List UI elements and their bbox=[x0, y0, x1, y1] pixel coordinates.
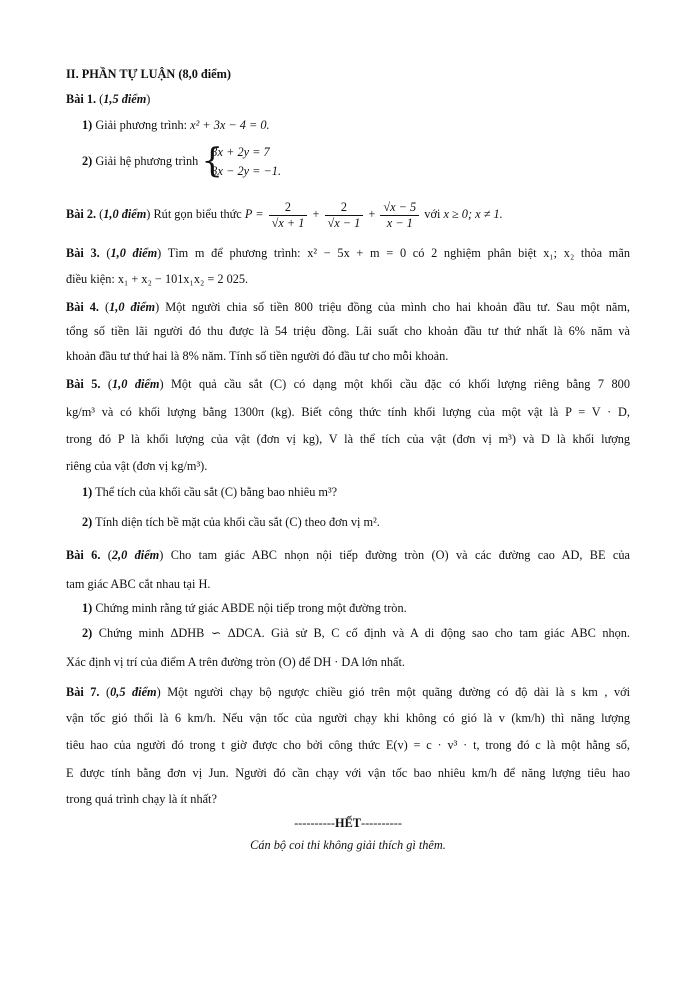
bai5-q1: 1) Thể tích của khối cầu sắt (C) bằng bao nhiêu m³? bbox=[82, 485, 338, 499]
bai4-line2: tổng số tiền lãi người đó thu được là 54 triệu đồng. Lãi suất cho khoản đầu tư thứ nhất là 6% năm và bbox=[66, 324, 630, 338]
bai7-line4: E được tính bằng đơn vị Jun. Người đó cần chạy với vận tốc bao nhiêu km/h để năng lượng tiêu hao bbox=[66, 766, 630, 780]
bai6-line1: Bài 6. (2,0 điểm) Cho tam giác ABC nhọn nội tiếp đường tròn (O) và các đường cao AD, BE của bbox=[66, 548, 630, 562]
bai7-line3: tiêu hao của người đó trong t giờ được cho bởi công thức E(v) = c · v³ · t, trong đó c là một hằng số, bbox=[66, 738, 630, 752]
section-title: II. PHẦN TỰ LUẬN (8,0 điểm) bbox=[66, 67, 231, 81]
bai2: Bài 2. (1,0 điểm) Rút gọn biểu thức P = $\frac{2}{√x + 1}$ + $\frac{2}{√x - 1}$ + $\frac{√x - 5}{x - 1}$ với x ≥ 0; x ≠ 1. bbox=[66, 199, 503, 230]
end-marker: ----------HẾT---------- bbox=[294, 816, 402, 830]
bai7-line2: vận tốc gió thổi là 6 km/h. Nếu vận tốc của người chạy khi không có gió là v (km/h) thì năng lượng bbox=[66, 711, 630, 725]
bai1-q1: 1) Giải phương trình: x² + 3x − 4 = 0. bbox=[82, 118, 270, 132]
bai4-line1: Bài 4. (1,0 điểm) Một người chia số tiền 800 triệu đồng của mình cho hai khoản đầu tư. Sau một năm, bbox=[66, 300, 630, 314]
bai7-line5: trong quá trình chạy là ít nhất? bbox=[66, 792, 217, 806]
bai5-line3: trong đó P là khối lượng của vật (đơn vị kg), V là thể tích của vật (đơn vị m³) và D là khối lượng bbox=[66, 432, 630, 446]
bai5-q2: 2) Tính diện tích bề mặt của khối cầu sắt (C) theo đơn vị m². bbox=[82, 515, 380, 529]
bai1-q2: 2) Giải hệ phương trình { 3x + 2y = 7 3x − 2y = −1. bbox=[82, 141, 282, 181]
footer-note: Cán bộ coi thi không giải thích gì thêm. bbox=[250, 838, 446, 852]
bai6-line2: tam giác ABC cắt nhau tại H. bbox=[66, 577, 211, 591]
bai6-q1: 1) Chứng minh rằng tứ giác ABDE nội tiếp trong một đường tròn. bbox=[82, 601, 407, 615]
bai7-line1: Bài 7. (0,5 điểm) Một người chạy bộ ngược chiều gió trên một quãng đường có độ dài là s km , với bbox=[66, 685, 631, 699]
bai3-line1: Bài 3. (1,0 điểm) Tìm m để phương trình: x² − 5x + m = 0 có 2 nghiệm phân biệt x₁; x₂ thỏa mãn bbox=[66, 246, 630, 260]
bai5-line1: Bài 5. (1,0 điểm) Một quả cầu sắt (C) có dạng một khối cầu đặc có khối lượng riêng bằng 7 800 bbox=[66, 377, 630, 391]
bai6-q2: 2) Chứng minh ΔDHB ∽ ΔDCA. Giả sử B, C cố định và A di động sao cho tam giác ABC nhọn. bbox=[82, 626, 630, 640]
bai3-line2: điều kiện: x₁ + x₂ − 101x₁x₂ = 2 025. bbox=[66, 272, 249, 286]
bai1-heading: Bài 1. (1,5 điểm) bbox=[66, 92, 151, 106]
equation-system: { 3x + 2y = 7 3x − 2y = −1. bbox=[201, 141, 282, 181]
bai5-line4: riêng của vật (đơn vị kg/m³). bbox=[66, 459, 208, 473]
bai6-line5: Xác định vị trí của điểm A trên đường tròn (O) để DH · DA lớn nhất. bbox=[66, 655, 405, 669]
bai5-line2: kg/m³ và có khối lượng bằng 1300π (kg). Biết công thức tính khối lượng của một vật là P = V · D, bbox=[66, 405, 630, 419]
bai4-line3: khoản đầu tư thứ hai là 8% năm. Tính số tiền người đó đầu tư cho mỗi khoản. bbox=[66, 349, 449, 363]
